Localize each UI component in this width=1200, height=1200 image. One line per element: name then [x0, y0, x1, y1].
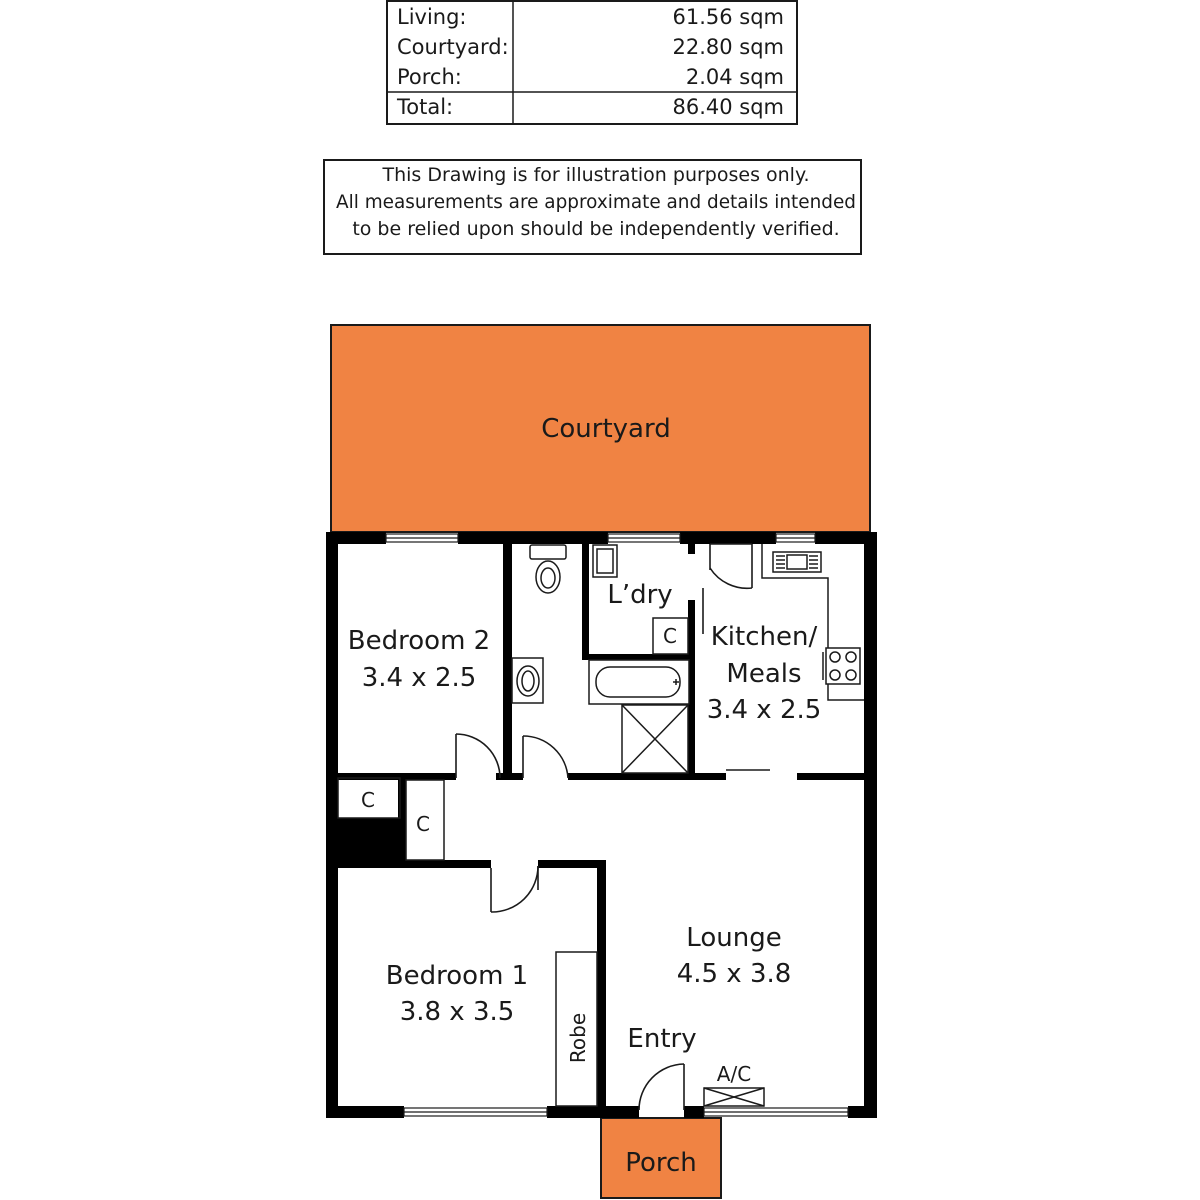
- disclaimer-box: [324, 160, 861, 254]
- sink-icon: [773, 552, 821, 572]
- ac-unit-icon: [704, 1088, 764, 1106]
- area-table: [387, 1, 797, 124]
- cooktop-icon: [823, 648, 860, 684]
- kitchen-name-2: Meals: [726, 659, 802, 689]
- disclaimer-line-1: This Drawing is for illustration purposes only.: [382, 164, 810, 186]
- bedroom1-size: 3.8 x 3.5: [399, 997, 515, 1027]
- entry-name: Entry: [627, 1024, 697, 1054]
- bedroom2-size: 3.4 x 2.5: [361, 663, 477, 693]
- cupboard-label-3: C: [663, 624, 677, 648]
- area-label-porch: Porch:: [397, 65, 462, 89]
- area-value-living: 61.56 sqm: [672, 5, 784, 29]
- laundry-tub-icon: [593, 545, 617, 577]
- laundry-name: L’dry: [607, 580, 673, 610]
- lounge-name: Lounge: [686, 923, 782, 953]
- basin-icon: [512, 658, 543, 703]
- bedroom1-name: Bedroom 1: [385, 961, 529, 991]
- disclaimer-line-3: to be relied upon should be independently verified.: [352, 218, 840, 240]
- porch-label: Porch: [625, 1148, 697, 1178]
- area-value-total: 86.40 sqm: [672, 95, 784, 119]
- shower-icon: [622, 705, 688, 773]
- bedroom2-name: Bedroom 2: [347, 626, 491, 656]
- kitchen-size: 3.4 x 2.5: [706, 695, 822, 725]
- kitchen-name-1: Kitchen/: [710, 622, 818, 652]
- disclaimer-line-2: All measurements are approximate and details intended: [336, 191, 856, 213]
- robe-label: Robe: [566, 1012, 590, 1064]
- ac-label: A/C: [716, 1062, 752, 1086]
- area-label-living: Living:: [397, 5, 467, 29]
- area-label-courtyard: Courtyard:: [397, 35, 509, 59]
- bathtub-icon: [589, 660, 689, 704]
- area-value-courtyard: 22.80 sqm: [672, 35, 784, 59]
- walls: [326, 532, 877, 1118]
- cupboard-label-2: C: [416, 812, 430, 836]
- courtyard-label: Courtyard: [541, 414, 671, 444]
- cupboard-label-1: C: [361, 788, 375, 812]
- area-label-total: Total:: [397, 95, 454, 119]
- toilet-icon: [530, 545, 566, 593]
- area-value-porch: 2.04 sqm: [685, 65, 784, 89]
- lounge-size: 4.5 x 3.8: [676, 959, 792, 989]
